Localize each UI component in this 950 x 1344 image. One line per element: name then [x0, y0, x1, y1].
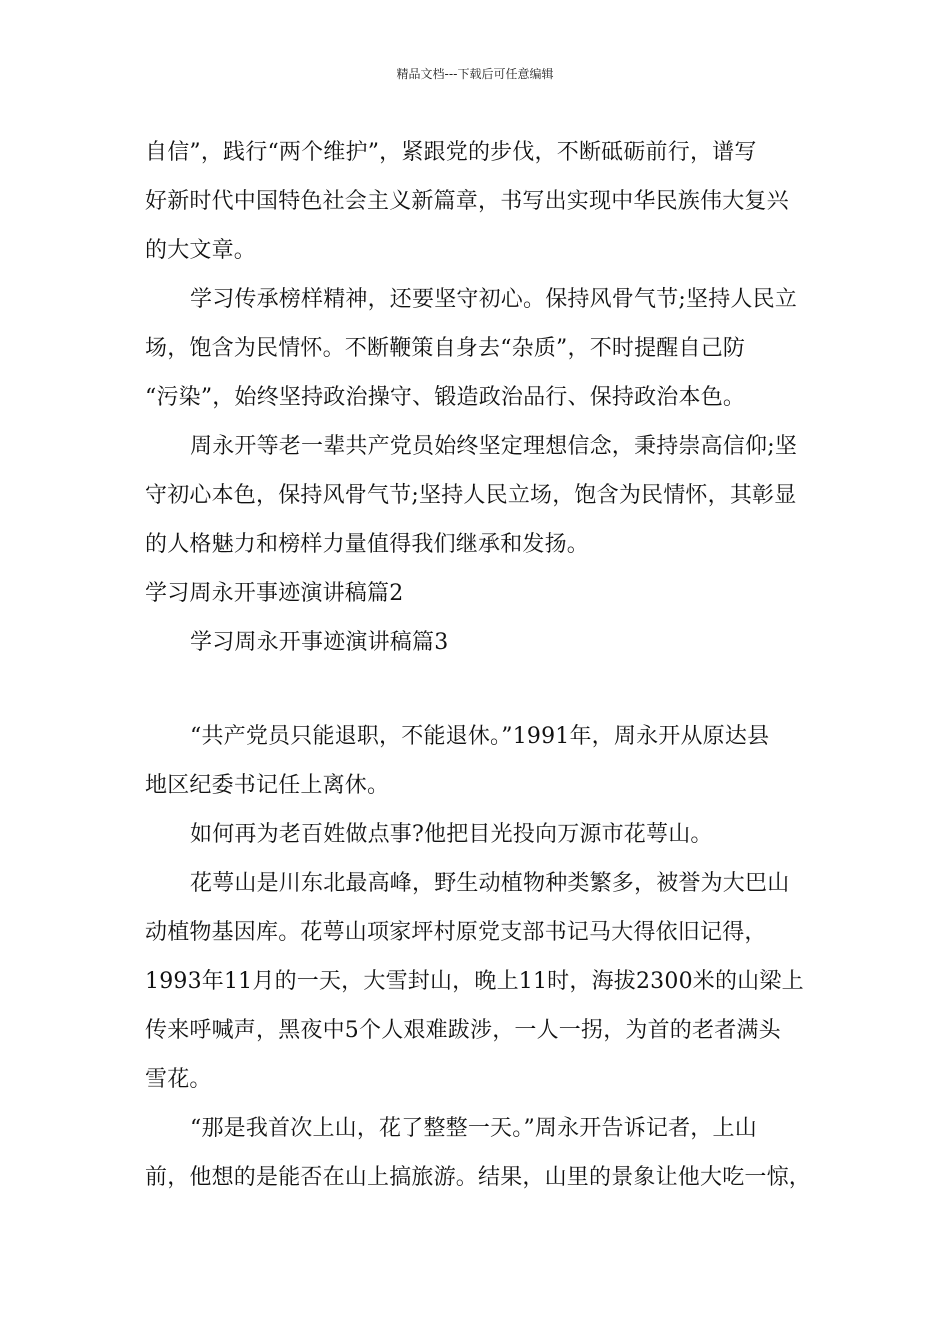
text-line: “污染”，始终坚持政治操守、锻造政治品行、保持政治本色。 — [145, 385, 746, 410]
blank-space — [145, 667, 815, 712]
text-line: 花萼山是川东北最高峰，野生动植物种类繁多，被誉为大巴山 — [190, 871, 790, 896]
text-line: 的大文章。 — [145, 238, 257, 263]
text-line: 1993年11月的一天，大雪封山，晚上11时，海拔2300米的山梁上 — [145, 969, 804, 994]
page-header: 精品文档---下载后可任意编辑 — [396, 67, 554, 81]
document-body — [145, 128, 815, 1202]
text-line: “那是我首次上山，花了整整一天。”周永开告诉记者，上山 — [190, 1116, 757, 1141]
text-line: 学习传承榜样精神，还要坚守初心。保持风骨气节;坚持人民立 — [190, 287, 798, 312]
text-line: 场，饱含为民情怀。不断鞭策自身去“杂质”，不时提醒自己防 — [145, 336, 746, 361]
text-line: 的人格魅力和榜样力量值得我们继承和发扬。 — [145, 532, 590, 557]
section-heading: 学习周永开事迹演讲稿篇3 — [190, 630, 449, 655]
text-line: 动植物基因库。花萼山项家坪村原党支部书记马大得依旧记得， — [145, 920, 767, 945]
text-line: 自信”，践行“两个维护”，紧跟党的步伐，不断砥砺前行，谱写 — [145, 140, 757, 165]
text-line: “共产党员只能退职，不能退休。”1991年，周永开从原达县 — [190, 724, 770, 749]
text-line: 地区纪委书记任上离休。 — [145, 773, 390, 798]
text-line: 雪花。 — [145, 1067, 212, 1092]
text-line: 前，他想的是能否在山上搞旅游。结果，山里的景象让他大吃一惊， — [145, 1165, 812, 1190]
section-heading: 学习周永开事迹演讲稿篇2 — [145, 581, 404, 606]
text-line: 周永开等老一辈共产党员始终坚定理想信念，秉持崇高信仰;坚 — [190, 434, 798, 459]
text-line: 守初心本色，保持风骨气节;坚持人民立场，饱含为民情怀，其彰显 — [145, 483, 797, 508]
text-line: 传来呼喊声，黑夜中5个人艰难跋涉，一人一拐，为首的老者满头 — [145, 1018, 781, 1043]
text-line: 如何再为老百姓做点事?他把目光投向万源市花萼山。 — [190, 822, 713, 847]
text-line: 好新时代中国特色社会主义新篇章，书写出实现中华民族伟大复兴 — [145, 189, 789, 214]
